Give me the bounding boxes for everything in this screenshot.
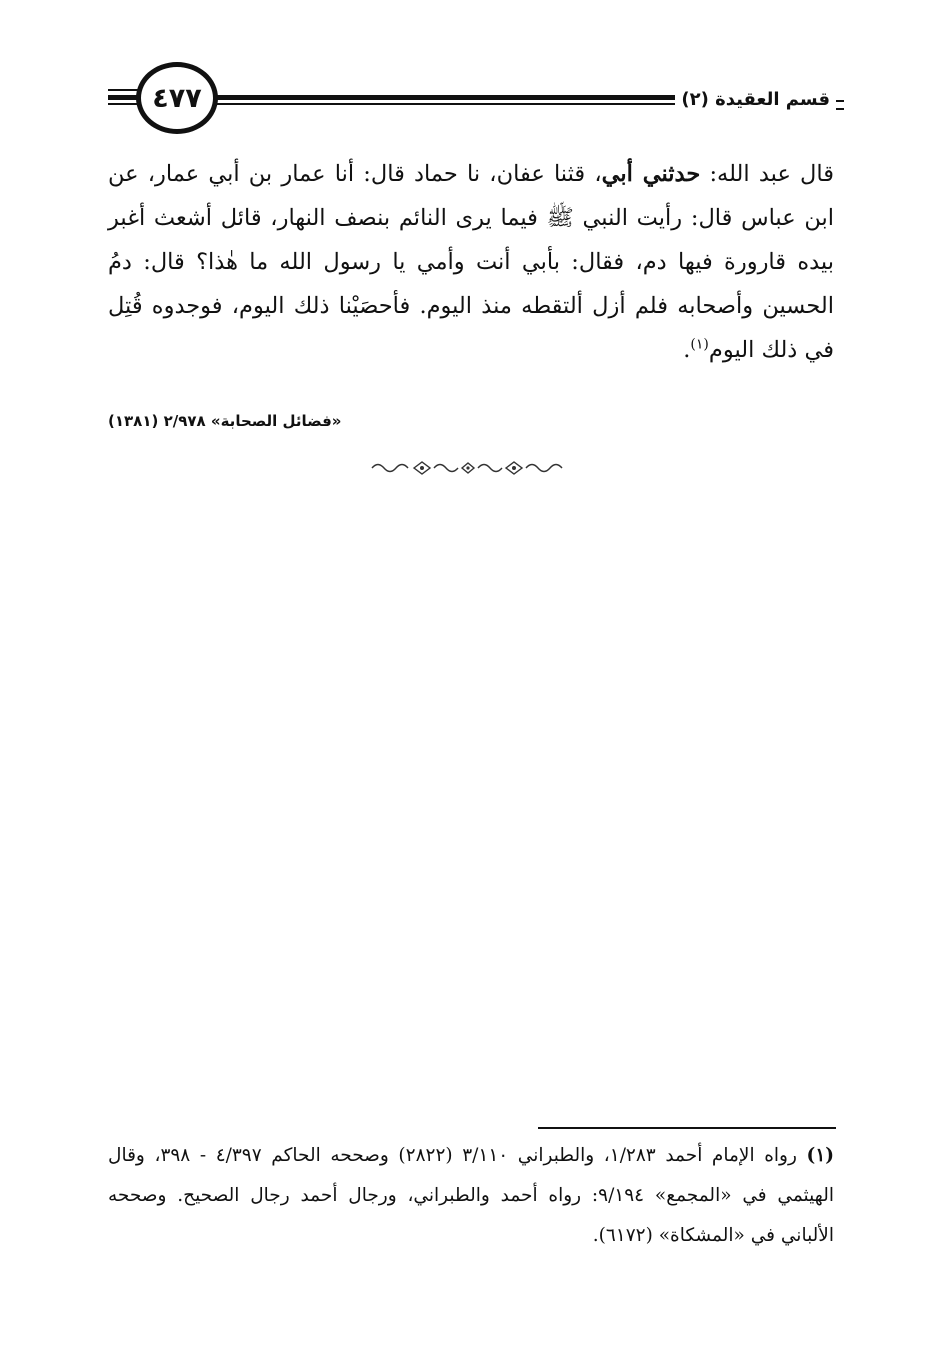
page-header xyxy=(0,0,944,140)
hadith-text: ، قثنا عفان، نا حماد قال: أنا عمار بن أبي عمار، عن ابن عباس قال: رأيت النبي ﷺ فيما يرى النائم بنصف النهار، قائل أشعث أغبر بيده قارورة فيها دم، فقال: بأبي أنت وأمي يا رسول الله ما هٰذا؟ قال: دمُ الحسين وأصحابه فلم أزل ألتقطه منذ اليوم. فأحصَيْنا ذلك اليوم، فوجدوه قُتِل في ذلك اليوم xyxy=(108,161,834,363)
section-title: قسم العقيدة (٢) xyxy=(675,88,836,112)
page-number: ٤٧٧ xyxy=(152,82,202,114)
intro-text: قال عبد الله: xyxy=(700,161,835,187)
footnote-separator xyxy=(538,1127,836,1129)
footnote xyxy=(108,1136,834,1256)
footnote-text: رواه الإمام أحمد ١/٢٨٣، والطبراني ٣/١١٠ (٢٨٢٢) وصححه الحاكم ٤/٣٩٧ - ٣٩٨، وقال الهيثمي في «المجمع» ٩/١٩٤: رواه أحمد والطبراني، ورجال أحمد رجال الصحيح. وصححه الألباني في «المشكاة» (٦١٧٢). xyxy=(108,1145,834,1246)
page-number-oval xyxy=(136,62,218,134)
narrator-bold: حدثني أبي xyxy=(601,161,701,187)
source-reference: «فضائل الصحابة» ٢/٩٧٨ (١٣٨١) xyxy=(108,412,342,430)
footnote-number: (١) xyxy=(806,1145,835,1166)
main-paragraph xyxy=(108,152,834,372)
footnote-marker: (١) xyxy=(690,336,709,353)
separator-ornament xyxy=(368,457,568,479)
paragraph-end: . xyxy=(683,337,691,363)
